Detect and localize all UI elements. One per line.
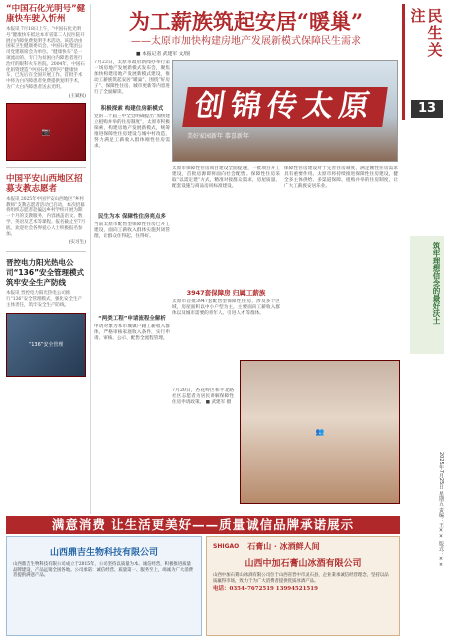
camera-icon: 📷 (41, 127, 51, 136)
article-text: 申请对象为本市城镇户籍工薪收入群体，严格审核家庭收入条件，实行申请、审核、公示、配售全流程管理。 (94, 324, 170, 341)
people-icon: 👥 (315, 428, 325, 436)
page-footer-info: 2025年7月25日 星期五 责编：王×× 版式：×× (438, 452, 444, 569)
article-text: 当前太原市配售型保障性住房已开工建设，面向工薪收入群体实施封闭管理，让群众住得起、住得好。 (94, 222, 170, 239)
article-text: 太原市首批3947套配售型保障性住房，涉及多个区域，房屋面积以中小户型为主，主要面向工薪收入群体以及城市需要的青年人、引进人才等群体。 (172, 299, 280, 316)
article-text: 保障性住房建设对于完善住房制度、满足刚性住房需求具有重要作用。太原市将持续推进保障性住房建设，健全多主体供给、多渠道保障、租购并举的住房制度，让广大工薪族安居乐业。 (284, 166, 398, 189)
ad-right-company: 山西中加石膏山冰酒有限公司 (244, 559, 362, 569)
section-tab (402, 4, 446, 120)
group-photo (240, 360, 400, 504)
news-body-safety: 本报讯 晋控电力阳光热电公司推行“136”安全管理模式，强化安全生产主体责任，筑牢安全生产防线。 (6, 291, 82, 308)
article-column-3 (284, 166, 398, 356)
divider (6, 167, 86, 168)
divider (6, 251, 86, 252)
news-title-safety: 晋控电力阳光热电公司“136”安全管理模式筑牢安全生产防线 (6, 258, 85, 288)
ad-left-body: 山西鼎吉生物科技有限公司成立于2015年，公司坚持以质量为本、诚信经营，积极推进质量品牌建设，产品远销全国各地。公司承诺：诚信经营、质量第一、服务至上，竭诚为广大消费者提供满意产品。 (13, 562, 194, 579)
news-title-volunteer: 中国平安山西地区招募支教志愿者 (6, 173, 83, 194)
main-headline: 为工薪族筑起安居“暖巢” (128, 9, 364, 34)
news-photo-health-train (6, 103, 86, 161)
main-subheadline: ——太原市加快构建房地产发展新模式保障民生需求 (131, 36, 361, 47)
column-divider (90, 4, 91, 514)
article-text: 7月23日，太原市政府新闻办举行第一场房地产发展新模式发布会，聚焦加快构建房地产发展新模式建设，推动工薪族筑起安居“暖巢”，围绕“好房子”、保障性住房、城市更新等内容进行了全面解读。 (94, 60, 170, 95)
side-slogan: 筑牢理想信念的最好沃土 (410, 236, 444, 354)
section-name: 民生关注 (408, 8, 444, 59)
news-body-volunteer: 本报讯 2025年中国平安山西地区“乡村教师”支教志愿者活动已启动，本次招募将组织志愿者赴偏远乡村学校开展为期一个月的支教服务，内容涵盖语文、数学、英语及艺术等课程。报名截止至7月底，欢迎社会各界爱心人士积极报名参加。 (6, 196, 86, 237)
section-heading: “两类工程”申请流程全解析 (98, 316, 166, 322)
ad-left (6, 536, 202, 636)
section-heading: 积极探索 构建住房新模式 (100, 106, 164, 112)
ad-right-phone: 电话：0354-7672519 13994521519 (213, 586, 318, 593)
news-photo-safety (6, 313, 86, 377)
photo-caption-safety: “136”安全管理 (28, 342, 64, 349)
section-heading: 3947套保障房 归属工薪族 (186, 289, 266, 297)
article-column-2 (172, 166, 280, 356)
byline: ■ 本报记者 武建军 文/图 (136, 52, 190, 57)
photo-sign-text: 创锦传太原 (182, 87, 388, 127)
news-body-health-train: 本报讯 7月18日上午，“中国石化光明号”健康快车抵达本市省第二人民医院开展白内障免费复明手术活动。该活动由国家卫生健康委员会、中国石化集团公司党建联席会为单位。“健康快车”是一项流动的、专门为贫困白内障患者进行治疗的眼科火车医院。2004年，中国石化捐资建造“中国石化光明号”健康快车，已先后在全国开展工作。首批手术中将为白内障患者免费提供复明手术，为广大白内障患者送去光明。 (6, 27, 85, 90)
article-column-1 (94, 60, 170, 428)
photo-sign-caption: 美好家园新年 恭喜新年 (187, 133, 249, 140)
ad-band-title: 满意消费 让生活更美好——质量诚信品牌承诺展示 (6, 516, 400, 534)
ad-left-company: 山西鼎吉生物科技有限公司 (49, 548, 158, 558)
news-author-note: (王斌权) (68, 93, 86, 99)
ad-right-slogan: 石膏山 · 冰酒鲜人间 (247, 541, 320, 551)
page-number: 13 (411, 100, 443, 118)
left-news-column (6, 4, 86, 526)
main-photo (172, 60, 398, 162)
photo-caption (172, 388, 234, 498)
photo-credit: ■ 武建军 摄 (205, 399, 232, 405)
ad-right (206, 536, 400, 636)
news-title-health-train: “中国石化光明号”健康快车驶入忻州 (6, 4, 86, 24)
ad-right-body: 山西中加石膏山冰酒有限公司位于山西省晋中市灵石县，企业秉承诚信经营理念，坚持以品质赢得市场，致力于为广大消费者提供优质冰酒产品。 (213, 573, 389, 584)
section-heading: 民生为本 保障性住房亮点多 (98, 214, 166, 220)
photo-caption-text: 7月20日，杏花岭区和平北路社区志愿者为居民讲解保障性住房申请政策。 (172, 388, 234, 405)
article-text: 太原市保障性住房项目建设全面提速，一批项目开工建设，首批房源即将面向社会配售。保障性住房采取“以需定建”方式，精准对接群众需求，房屋质量、配套设施与商品房同标准建设。 (172, 166, 280, 189)
news-author-note: (实习生) (68, 240, 86, 246)
ad-right-brand: SHIGAO (213, 543, 240, 550)
article-text: 党的二十届三中全会明确提出“加快建立租购并举的住房制度”，太原市积极探索，构建房地产发展新模式，统筹推进保障性住房建设与城中村改造，努力满足工薪收入群体刚性住房需求。 (94, 114, 170, 149)
